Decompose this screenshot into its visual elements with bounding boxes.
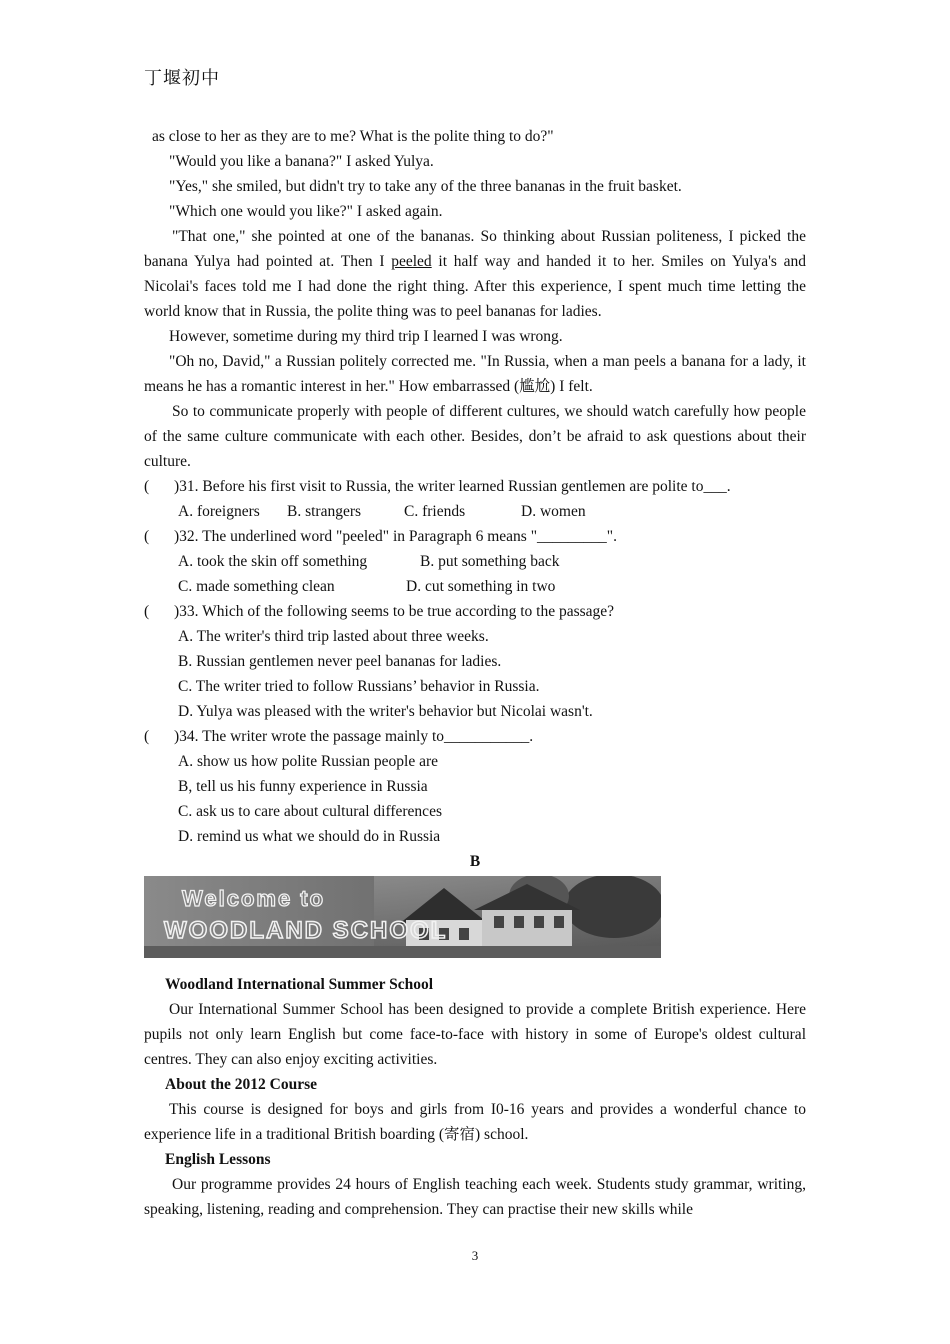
woodland-school-banner-image — [144, 876, 661, 958]
answer-paren: ( — [144, 478, 150, 495]
answer-paren: ( — [144, 603, 150, 620]
passage-paragraph: "Oh no, David," a Russian politely corrected me. "In Russia, when a man peels a banana for a lady, it means he has a romantic interest in her." How embarrassed (尴尬) I felt. — [144, 353, 806, 395]
answer-paren: ( — [144, 728, 150, 745]
passage-paragraph: as close to her as they are to me? What is the polite thing to do?" — [152, 128, 554, 145]
question-32-options-row1 — [144, 549, 806, 574]
section-title: Woodland International Summer School — [165, 976, 433, 993]
question-stem: )31. Before his first visit to Russia, the writer learned Russian gentlemen are polite to___. — [174, 478, 731, 495]
option-b: B. put something back — [420, 553, 560, 570]
option-d: D. cut something in two — [406, 578, 556, 595]
banner-welcome-text: Welcome to — [182, 886, 326, 911]
document-body — [144, 124, 806, 1222]
option-a: A. took the skin off something — [178, 553, 368, 570]
question-32-options-row2 — [144, 574, 806, 599]
option-d: D. women — [521, 503, 586, 520]
option-c: C. made something clean — [178, 578, 335, 595]
section-paragraph: Our International Summer School has been designed to provide a complete British experience. Here pupils not only learn English but come face-to-face with history in some of Europe's oldest cultural centres. They can also enjoy exciting activities. — [144, 1001, 806, 1068]
passage-paragraph: "Which one would you like?" I asked again. — [169, 203, 443, 220]
page-header-school: 丁堰初中 — [144, 68, 220, 89]
passage-paragraph: "Yes," she smiled, but didn't try to take any of the three bananas in the fruit basket. — [169, 178, 682, 195]
option-a: A. foreigners — [178, 503, 260, 520]
section-heading: About the 2012 Course — [165, 1076, 317, 1093]
option-c: C. The writer tried to follow Russians’ behavior in Russia. — [178, 678, 540, 695]
section-paragraph: Our programme provides 24 hours of English teaching each week. Students study grammar, writing, speaking, listening, reading and comprehension. They can practise their new skills while — [144, 1176, 806, 1218]
option-c: C. ask us to care about cultural differences — [178, 803, 442, 820]
section-b-label: B — [469, 853, 481, 870]
question-32 — [144, 524, 806, 549]
passage-text: it half way and handed it to her. Smiles on Yulya's and Nicolai's faces told me I had done the right thing. After this experience, I spent much time letting the world know that in Russia, the polite thing was to peel bananas for ladies. — [144, 253, 807, 320]
option-a: A. The writer's third trip lasted about three weeks. — [178, 628, 489, 645]
option-a: A. show us how polite Russian people are — [178, 753, 439, 770]
section-heading: English Lessons — [165, 1151, 271, 1168]
question-34 — [144, 724, 806, 749]
page-number: 3 — [471, 1248, 479, 1263]
passage-paragraph — [144, 224, 806, 324]
question-31-options — [144, 499, 806, 524]
underlined-word: peeled — [391, 253, 432, 270]
option-d: D. remind us what we should do in Russia — [178, 828, 441, 845]
question-33 — [144, 599, 806, 624]
passage-paragraph: However, sometime during my third trip I learned I was wrong. — [169, 328, 563, 345]
question-stem: )34. The writer wrote the passage mainly to___________. — [174, 728, 534, 745]
section-paragraph: This course is designed for boys and girls from I0-16 years and provides a wonderful chance to experience life in a traditional British boarding (寄宿) school. — [144, 1101, 806, 1143]
passage-paragraph: "Would you like a banana?" I asked Yulya. — [169, 153, 434, 170]
answer-paren: ( — [144, 528, 150, 545]
option-c: C. friends — [404, 503, 466, 520]
question-31 — [144, 474, 806, 499]
option-b: B. strangers — [287, 503, 362, 520]
question-stem: )32. The underlined word "peeled" in Paragraph 6 means "_________". — [174, 528, 617, 545]
option-b: B, tell us his funny experience in Russia — [178, 778, 428, 795]
banner-school-name-text: WOODLAND SCHOOL — [164, 917, 448, 944]
passage-text: "That one," she pointed at one of the bananas. So thinking about Russian politeness, I picked the banana Yulya had pointed at. Then I — [144, 228, 806, 270]
option-d: D. Yulya was pleased with the writer's behavior but Nicolai wasn't. — [178, 703, 593, 720]
question-stem: )33. Which of the following seems to be true according to the passage? — [174, 603, 615, 620]
passage-paragraph: So to communicate properly with people of different cultures, we should watch carefully how people of the same culture communicate with each other. Besides, don’t be afraid to ask questions about their culture. — [144, 403, 806, 470]
option-b: B. Russian gentlemen never peel bananas for ladies. — [178, 653, 502, 670]
